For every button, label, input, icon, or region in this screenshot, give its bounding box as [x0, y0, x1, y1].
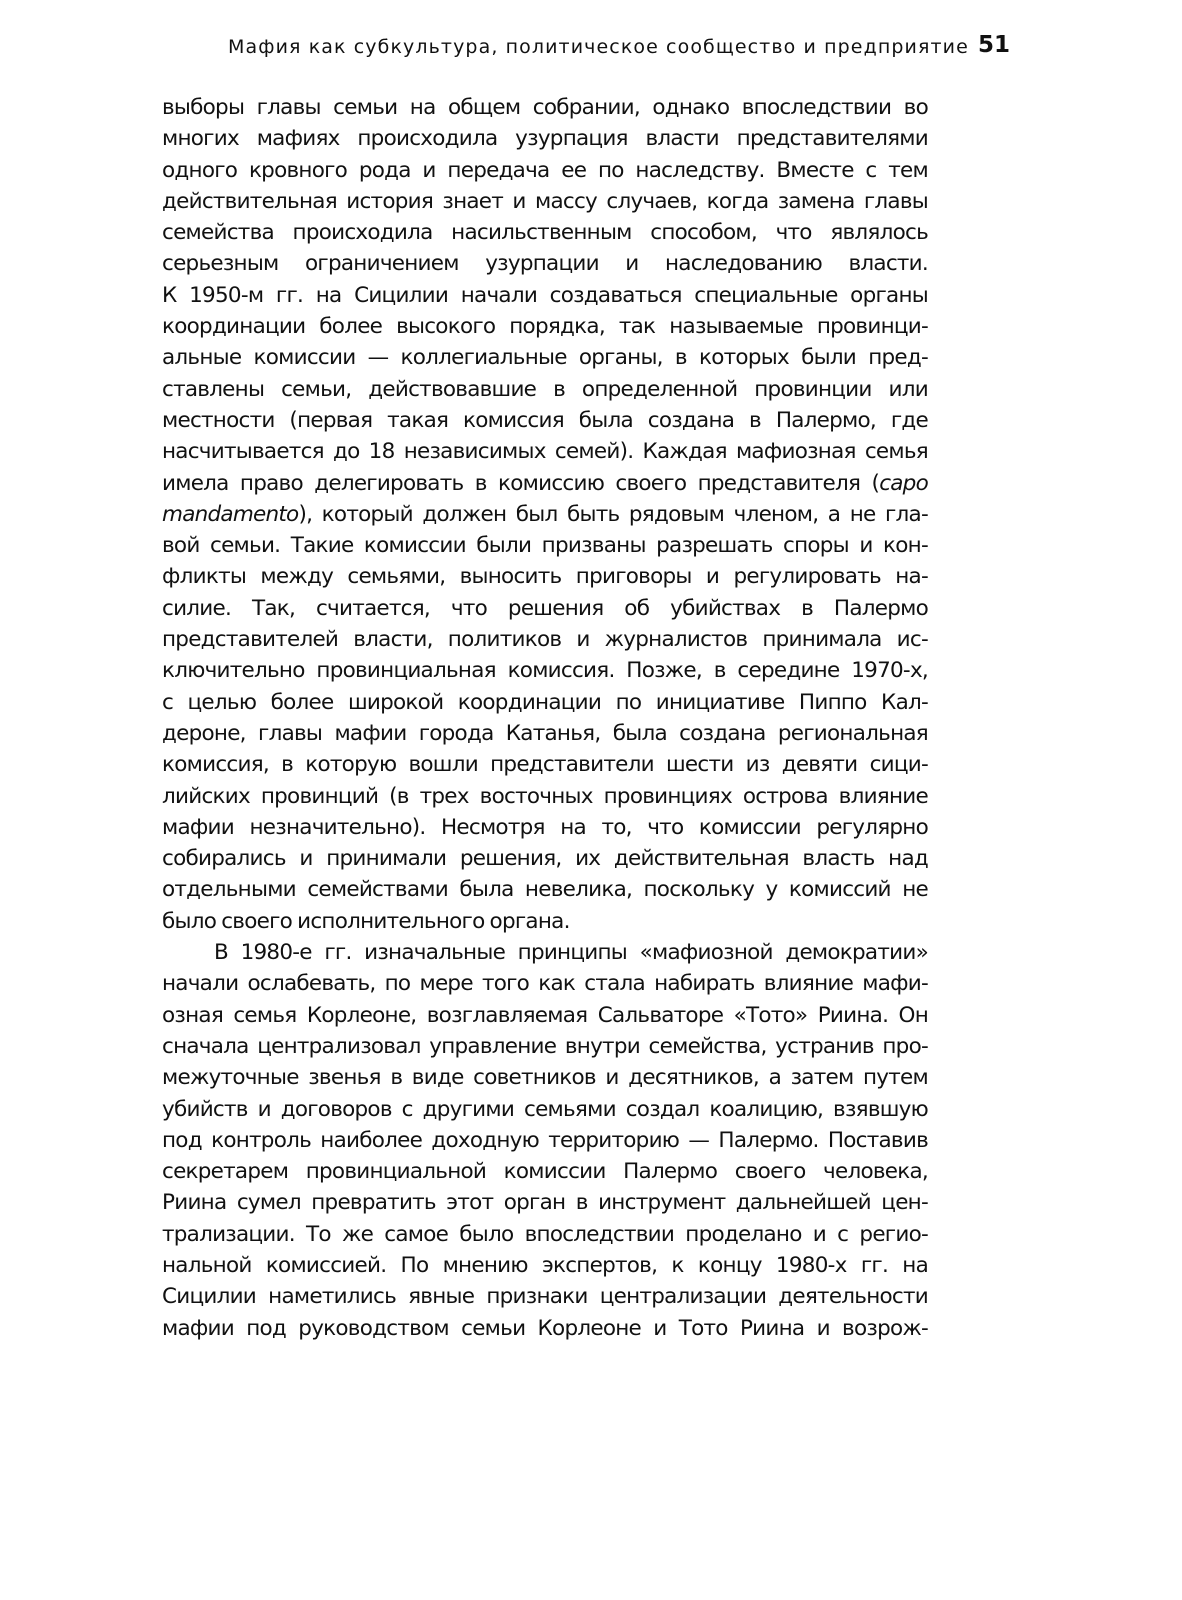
text-line: дероне, главы мафии города Катанья, была создана региональная [162, 720, 928, 746]
text-line: ставлены семьи, действовавшие в определенной провинции или [162, 376, 928, 402]
paragraph-1 [162, 92, 928, 937]
text-line: комиссия, в которую вошли представители шести из девяти сици- [162, 752, 928, 778]
text-line: многих мафиях происходила узурпация власти представителями [162, 126, 928, 152]
text-line: отдельными семействами была невелика, поскольку у комиссий не [162, 877, 928, 903]
text-segment: ), который должен был быть рядовым членом, а не гла- [298, 501, 928, 527]
text-line: лийских провинций (в трех восточных провинциях острова влияние [162, 783, 928, 809]
text-segment: имела право делегировать в комиссию своего представителя ( [162, 470, 880, 496]
text-line: ключительно провинциальная комиссия. Позже, в середине 1970-х, [162, 658, 928, 684]
italic-term: mandamento [162, 501, 299, 527]
text-line: семейства происходила насильственным способом, что являлось [162, 220, 928, 246]
text-line: вой семьи. Такие комиссии были призваны разрешать споры и кон- [162, 533, 928, 559]
text-line: нальной комиссией. По мнению экспертов, к концу 1980-х гг. на [162, 1252, 928, 1278]
text-line-with-italic [162, 468, 928, 499]
text-line: альные комиссии — коллегиальные органы, в которых были пред- [162, 345, 928, 371]
text-line: начали ослабевать, по мере того как стала набирать влияние мафи- [162, 971, 928, 997]
text-line: местности (первая такая комиссия была создана в Палермо, где [162, 407, 928, 433]
text-line: К 1950-м гг. на Сицилии начали создаваться специальные органы [162, 282, 928, 308]
text-line: насчитывается до 18 независимых семей). Каждая мафиозная семья [162, 439, 928, 465]
text-line: В 1980-е гг. изначальные принципы «мафиозной демократии» [214, 940, 928, 966]
text-line: фликты между семьями, выносить приговоры и регулировать на- [162, 564, 928, 590]
text-line: собирались и принимали решения, их действительная власть над [162, 846, 928, 872]
text-line: с целью более широкой координации по инициативе Пиппо Кал- [162, 689, 928, 715]
text-line: трализации. То же самое было впоследствии проделано и с регио- [162, 1221, 928, 1247]
text-line: выборы главы семьи на общем собрании, однако впоследствии во [162, 95, 928, 120]
italic-term: capo [879, 470, 928, 496]
page-number: 51 [977, 32, 1010, 58]
paragraph-2 [162, 937, 928, 1344]
text-line: озная семья Корлеоне, возглавляемая Сальваторе «Тото» Риина. Он [162, 1002, 928, 1028]
body-text [162, 92, 928, 1344]
running-head-title: Мафия как субкультура, политическое сообщество и предприятие [228, 36, 969, 58]
text-line: было своего исполнительного органа. [162, 908, 570, 934]
text-line-with-italic [162, 499, 928, 530]
text-line: Сицилии наметились явные признаки централизации деятельности [162, 1284, 928, 1310]
text-line: одного кровного рода и передача ее по наследству. Вместе с тем [162, 157, 928, 183]
text-line: сначала централизовал управление внутри семейства, устранив про- [162, 1033, 928, 1059]
text-line: мафии незначительно). Несмотря на то, что комиссии регулярно [162, 814, 928, 840]
text-line: секретарем провинциальной комиссии Палермо своего человека, [162, 1159, 928, 1185]
text-line: убийств и договоров с другими семьями создал коалицию, взявшую [162, 1096, 928, 1122]
text-line: межуточные звенья в виде советников и десятников, а затем путем [162, 1065, 928, 1091]
text-line: серьезным ограничением узурпации и наследованию власти. [162, 251, 928, 277]
text-line: действительная история знает и массу случаев, когда замена главы [162, 188, 928, 214]
text-line: силие. Так, считается, что решения об убийствах в Палермо [162, 595, 928, 621]
text-line: координации более высокого порядка, так называемые провинци- [162, 314, 928, 340]
text-line: Риина сумел превратить этот орган в инструмент дальнейшей цен- [162, 1190, 928, 1216]
text-line: мафии под руководством семьи Корлеоне и Тото Риина и возрож- [162, 1315, 928, 1341]
text-line: под контроль наиболее доходную территорию — Палермо. Поставив [162, 1127, 928, 1153]
text-line: представителей власти, политиков и журналистов принимала ис- [162, 627, 928, 653]
